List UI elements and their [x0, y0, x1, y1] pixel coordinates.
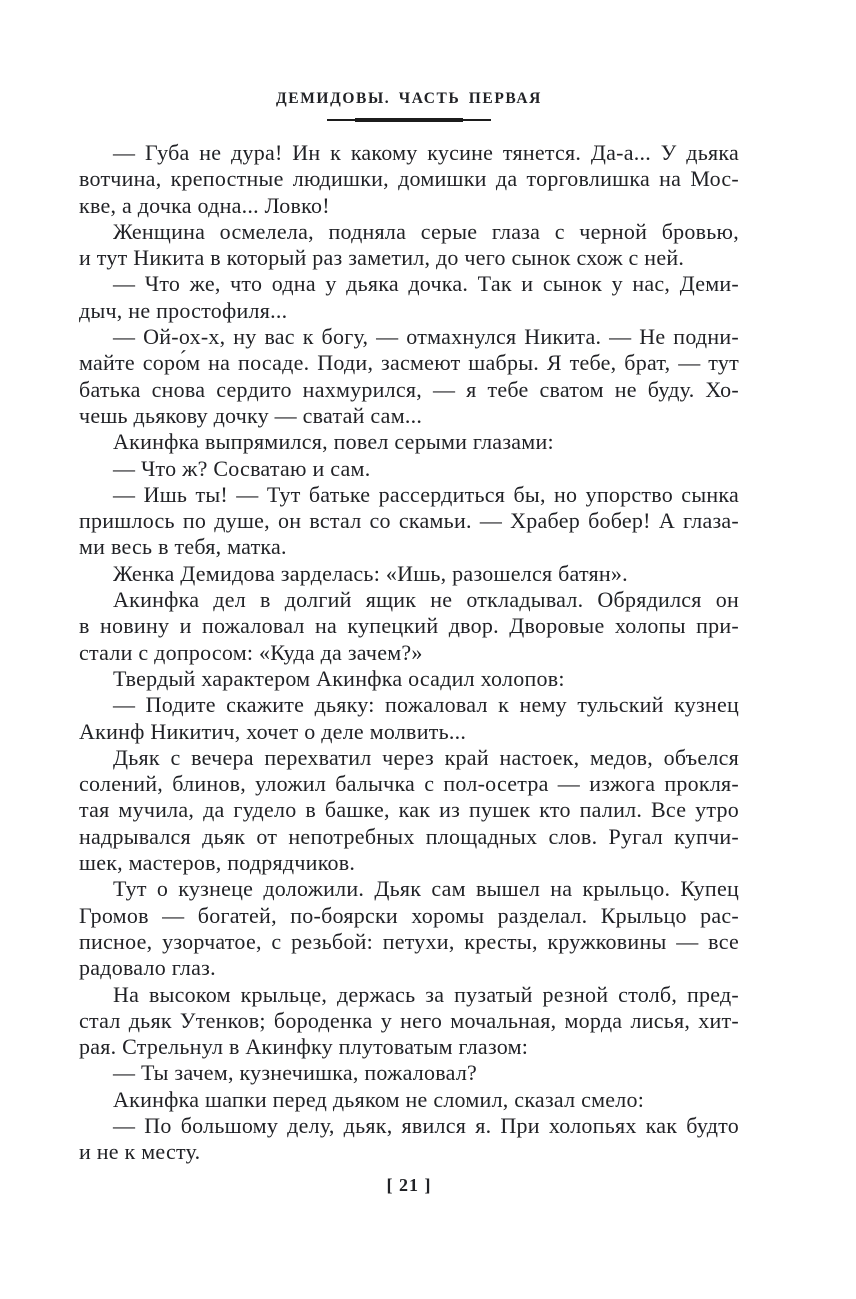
paragraph	[79, 1113, 739, 1166]
paragraph	[79, 271, 739, 324]
text-line: — Что же, что одна у дьяка дочка. Так и сынок у нас, Деми-	[113, 271, 739, 297]
text-line: Акинф Никитич, хочет о деле молвить...	[79, 718, 467, 744]
text-line: и тут Никита в который раз заметил, до чего сынок схож с ней.	[79, 245, 685, 271]
text-line: Женщина осмелела, подняла серые глаза с черной бровью,	[113, 218, 739, 244]
running-header-title: ДЕМИДОВЫ. ЧАСТЬ ПЕРВАЯ	[276, 90, 542, 107]
text-line: чешь дьякову дочку — сватай сам...	[79, 402, 423, 428]
text-line: Тут о кузнеце доложили. Дьяк сам вышел на крыльцо. Купец	[113, 876, 739, 902]
text-line: — Губа не дура! Ин к какому кусине тянется. Да-а... У дьяка	[113, 140, 739, 165]
body-text	[79, 140, 739, 1166]
text-line: — По большому делу, дьяк, явился я. При холопьях как будто	[113, 1112, 739, 1138]
text-line: радовало глаз.	[79, 955, 216, 981]
text-line: вотчина, крепостные людишки, домишки да торговлишка на Мос-	[79, 166, 739, 192]
text-line: — Что ж? Сосватаю и сам.	[113, 455, 371, 481]
paragraph	[79, 587, 739, 666]
text-line: Твердый характером Акинфка осадил холопов:	[113, 665, 565, 691]
paragraph	[79, 561, 739, 587]
text-line: батька снова сердито нахмурился, — я тебе сватом не буду. Хо-	[79, 376, 739, 402]
text-line: шек, мастеров, подрядчиков.	[79, 850, 356, 876]
text-line: стал дьяк Утенков; бороденка у него мочальная, морда лисья, хит-	[79, 1007, 739, 1033]
text-line: На высоком крыльце, держась за пузатый резной столб, пред-	[113, 981, 739, 1007]
paragraph	[79, 1087, 739, 1113]
paragraph	[79, 140, 739, 219]
text-line: Громов — богатей, по-боярски хоромы разделал. Крыльцо рас-	[79, 902, 739, 928]
text-line: рая. Стрельнул в Акинфку плутоватым глазом:	[79, 1034, 529, 1060]
paragraph	[79, 876, 739, 981]
text-line: Акинфка шапки перед дьяком не сломил, сказал смело:	[113, 1086, 645, 1112]
text-line: Акинфка выпрямился, повел серыми глазами:	[113, 429, 554, 455]
paragraph	[79, 324, 739, 429]
text-line: — Ты зачем, кузнечишка, пожаловал?	[113, 1060, 478, 1086]
header-ornament-rule	[79, 118, 739, 122]
rule-thin-left-segment	[327, 119, 355, 121]
paragraph	[79, 456, 739, 482]
paragraph	[79, 745, 739, 876]
text-line: и не к месту.	[79, 1139, 201, 1165]
text-line: Дьяк с вечера перехватил через край настоек, медов, объелся	[113, 744, 739, 770]
paragraph	[79, 1060, 739, 1086]
text-line: — Ой-ох-х, ну вас к богу, — отмахнулся Никита. — Не подни-	[113, 324, 739, 350]
paragraph	[79, 692, 739, 745]
paragraph	[79, 666, 739, 692]
text-line: — Ишь ты! — Тут батьке рассердиться бы, но упорство сынка	[113, 481, 739, 507]
text-line: в новину и пожаловал на купецкий двор. Дворовые холопы при-	[79, 613, 739, 639]
text-line: Акинфка дел в долгий ящик не откладывал. Обрядился он	[113, 587, 739, 613]
running-header	[79, 90, 739, 122]
text-line: пришлось по душе, он встал со скамьи. — Храбер бобер! А глаза-	[79, 508, 739, 534]
page-number: [ 21 ]	[386, 1175, 432, 1195]
text-line: тая мучила, да гудело в башке, как из пушек кто палил. Все утро	[79, 797, 739, 823]
paragraph	[79, 982, 739, 1061]
paragraph	[79, 482, 739, 561]
paragraph	[79, 219, 739, 272]
text-line: надрывался дьяк от непотребных площадных слов. Ругал купчи-	[79, 823, 739, 849]
rule-thin-right-segment	[463, 119, 491, 121]
text-line: дыч, не простофиля...	[79, 297, 288, 323]
text-line: ми весь в тебя, матка.	[79, 534, 287, 560]
text-line: кве, а дочка одна... Ловко!	[79, 192, 330, 218]
text-line: стали с допросом: «Куда да зачем?»	[79, 639, 423, 665]
rule-thick-center-segment	[355, 118, 463, 122]
text-line: Женка Демидова зарделась: «Ишь, разошелся батян».	[113, 560, 628, 586]
text-line: писное, узорчатое, с резьбой: петухи, кресты, кружковины — все	[79, 928, 739, 954]
text-line: — Подите скажите дьяку: пожаловал к нему тульский кузнец	[113, 692, 739, 718]
paragraph	[79, 429, 739, 455]
text-line: майте соро́м на посаде. Поди, засмеют шабры. Я тебе, брат, — тут	[79, 350, 739, 376]
text-line: солений, блинов, уложил балычка с пол-осетра — изжога прокля-	[79, 771, 739, 797]
